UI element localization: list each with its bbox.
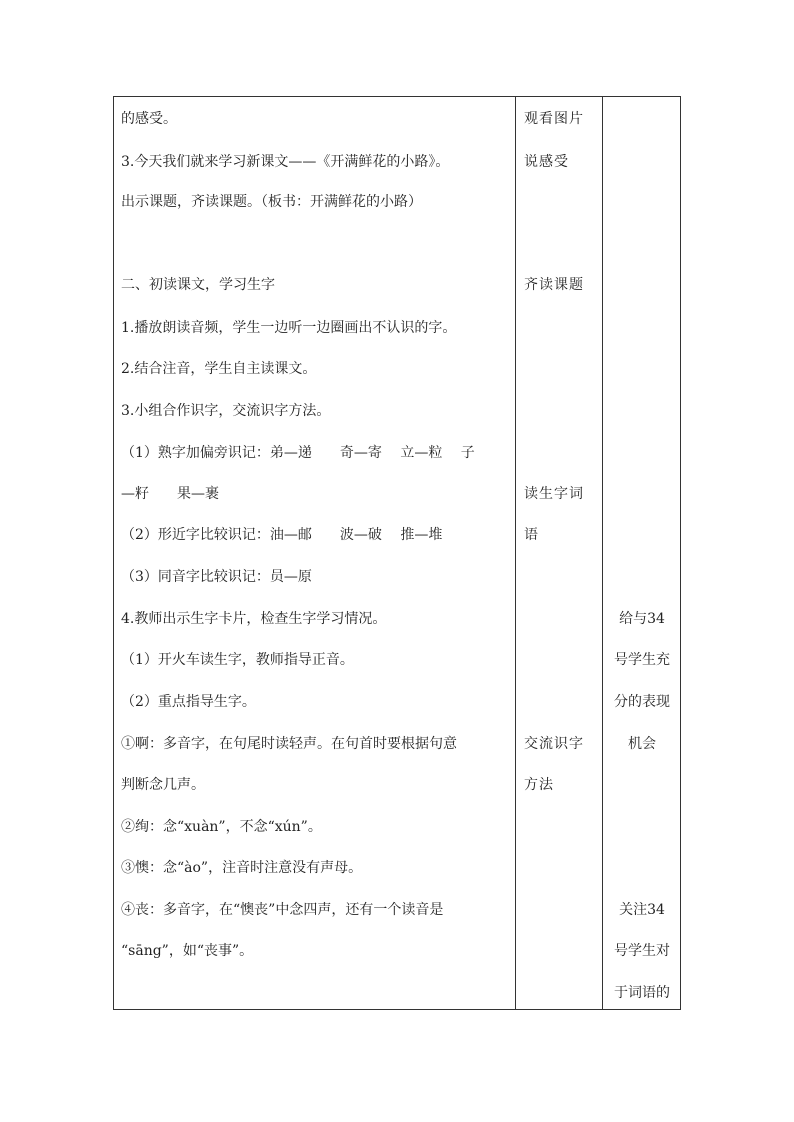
text-line: ②绚：念“xuàn”，不念“xún”。 — [121, 819, 322, 835]
column-divider — [602, 97, 603, 1009]
text-line: —籽 果—裹 — [121, 486, 219, 502]
text-line: （2）形近字比较识记：油—邮 波—破 推—堆 — [121, 527, 443, 543]
text-line: 3.小组合作识字，交流识字方法。 — [121, 403, 331, 419]
text-line: 判断念几声。 — [121, 777, 205, 793]
text-line: 2.结合注音，学生自主读课文。 — [121, 361, 317, 377]
text-line: 的感受。 — [121, 111, 177, 127]
text-line: 机会 — [628, 736, 656, 752]
text-line: 号学生充 — [614, 652, 670, 668]
text-line: 给与34 — [619, 611, 665, 627]
text-line: 齐读课题 — [524, 277, 584, 293]
text-line: 出示课题，齐读课题。（板书：开满鲜花的小路） — [121, 194, 422, 210]
text-line: 关注34 — [619, 902, 665, 918]
text-line: 读生字词 — [524, 486, 584, 502]
text-line: 4.教师出示生字卡片，检查生字学习情况。 — [121, 611, 387, 627]
lesson-plan-table — [113, 96, 681, 1010]
text-line: 分的表现 — [614, 694, 670, 710]
section-heading: 二、初读课文，学习生字 — [121, 277, 275, 293]
text-line: 交流识字 — [524, 736, 584, 752]
text-line: ④丧：多音字，在“懊丧”中念四声，还有一个读音是 — [121, 902, 444, 918]
text-line: 号学生对 — [614, 943, 670, 959]
column-divider — [515, 97, 516, 1009]
text-line: （2）重点指导生字。 — [121, 694, 256, 710]
text-line: 观看图片 — [524, 111, 584, 127]
text-line: （1）开火车读生字，教师指导正音。 — [121, 652, 354, 668]
text-line: （1）熟字加偏旁识记：弟—递 奇—寄 立—粒 子 — [121, 445, 475, 461]
text-line: ①啊：多音字，在句尾时读轻声。在句首时要根据句意 — [121, 736, 457, 752]
text-line: 3.今天我们就来学习新课文——《开满鲜花的小路》。 — [121, 154, 450, 170]
text-line: （3）同音字比较识记：员—原 — [121, 569, 312, 585]
text-line: 语 — [524, 527, 539, 543]
text-line: 于词语的 — [614, 985, 670, 1001]
text-line: ③懊：念“ào”，注音时注意没有声母。 — [121, 860, 363, 876]
text-line: 说感受 — [524, 154, 569, 170]
text-line: “sāng”，如“丧事”。 — [121, 943, 254, 959]
text-line: 方法 — [524, 777, 554, 793]
text-line: 1.播放朗读音频，学生一边听一边圈画出不认识的字。 — [121, 320, 457, 336]
